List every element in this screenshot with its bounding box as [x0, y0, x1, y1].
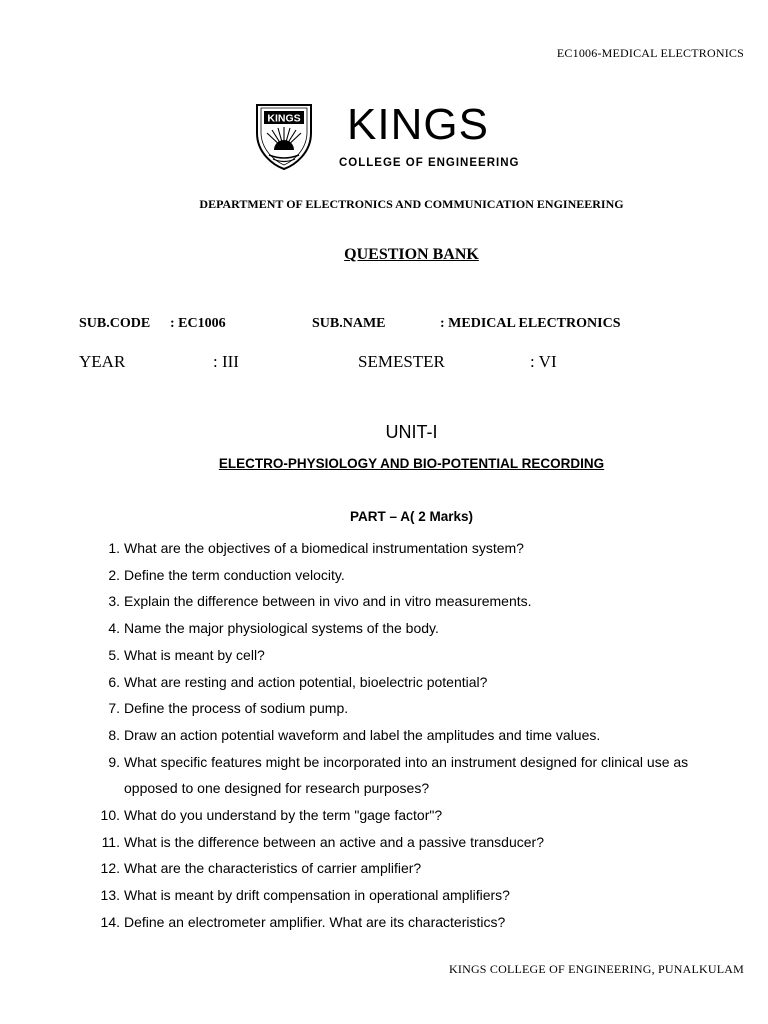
question-number: 2. [108, 566, 120, 583]
department-heading: DEPARTMENT OF ELECTRONICS AND COMMUNICATION ENGINEERING [199, 197, 624, 211]
question-list [0, 535, 768, 936]
question-text: What are resting and action potential, bioelectric potential? [124, 673, 488, 690]
header-course-code: EC1006-MEDICAL ELECTRONICS [556, 46, 744, 60]
list-item [0, 695, 768, 722]
sub-code-value: : EC1006 [170, 316, 226, 331]
question-text: Draw an action potential waveform and label the amplitudes and time values. [124, 726, 601, 743]
list-item [0, 642, 768, 669]
list-item [0, 749, 768, 802]
question-text: Define the term conduction velocity. [124, 566, 345, 583]
question-text: What is the difference between an active and a passive transducer? [124, 833, 544, 850]
question-text: What is meant by cell? [124, 646, 265, 663]
shield-emblem-icon [255, 103, 313, 171]
list-item [0, 802, 768, 829]
semester-value: : VI [530, 352, 557, 371]
question-text: What do you understand by the term "gage factor"? [124, 807, 443, 824]
list-item [0, 909, 768, 936]
question-number: 5. [108, 646, 120, 663]
document-title: QUESTION BANK [344, 246, 479, 263]
list-item [0, 669, 768, 696]
list-item [0, 722, 768, 749]
list-item [0, 562, 768, 589]
logo-lettering: KINGS [267, 112, 301, 125]
footer-college-name: KINGS COLLEGE OF ENGINEERING, PUNALKULAM [449, 962, 744, 976]
sub-name-label: SUB.NAME [312, 316, 386, 331]
question-number: 3. [108, 593, 120, 610]
list-item [0, 855, 768, 882]
question-number: 9. [108, 753, 120, 770]
question-text: What specific features might be incorporated into an instrument designed for clinical use as opposed to one designed for research purposes? [124, 753, 689, 797]
question-number: 1. [108, 540, 120, 556]
question-number: 11. [101, 833, 120, 850]
question-text: What are the objectives of a biomedical instrumentation system? [124, 540, 524, 556]
question-text: Name the major physiological systems of the body. [124, 620, 439, 637]
list-item [0, 588, 768, 615]
question-number: 13. [100, 887, 120, 904]
list-item [0, 882, 768, 909]
year-label: YEAR [79, 352, 126, 371]
question-number: 8. [108, 726, 120, 743]
brand-subtitle: COLLEGE OF ENGINEERING [339, 157, 520, 169]
question-number: 4. [108, 620, 120, 637]
question-text: Define the process of sodium pump. [124, 700, 349, 717]
unit-label: UNIT-I [385, 422, 438, 442]
unit-title: ELECTRO-PHYSIOLOGY AND BIO-POTENTIAL RECORDING [218, 456, 605, 471]
sub-code-label: SUB.CODE [79, 316, 151, 331]
question-number: 7. [108, 700, 120, 717]
list-item [0, 615, 768, 642]
college-logo [255, 103, 313, 176]
year-value: : III [213, 352, 239, 371]
list-item [0, 829, 768, 856]
question-number: 10. [100, 807, 120, 824]
question-text: Explain the difference between in vivo and in vitro measurements. [124, 593, 532, 610]
question-text: Define an electrometer amplifier. What are its characteristics? [124, 913, 506, 930]
question-number: 14. [100, 913, 120, 930]
part-heading: PART – A( 2 Marks) [349, 509, 474, 524]
brand-name: KINGS [347, 100, 489, 149]
sub-name-value: : MEDICAL ELECTRONICS [440, 316, 621, 331]
question-number: 12. [100, 860, 120, 877]
question-number: 6. [108, 673, 120, 690]
question-text: What are the characteristics of carrier amplifier? [124, 860, 422, 877]
question-text: What is meant by drift compensation in operational amplifiers? [124, 887, 510, 904]
list-item [0, 535, 768, 562]
semester-label: SEMESTER [358, 352, 445, 371]
